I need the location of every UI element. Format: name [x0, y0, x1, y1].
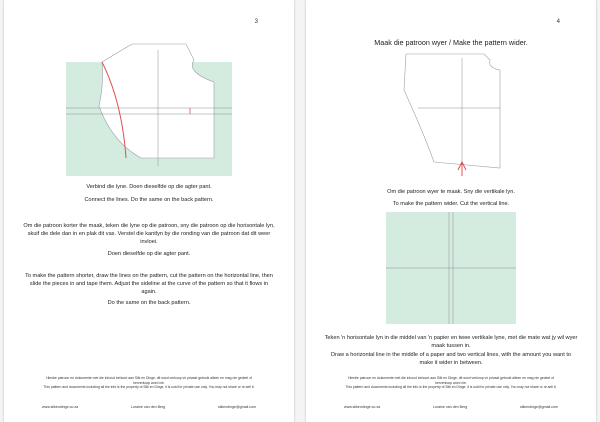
footer-line-af: Hierdie patroon en dokumente met die inhoud behoort aan Silk en Dinge, dit word verkoop vir privaat gebruik alleen en mag nie gedeel of herverkoop word nie. [46, 376, 252, 385]
footer-author: Loraine van den Berg [432, 405, 468, 409]
footer-line-en: This pattern and documents including all the info is the property of Silk en Dinge, it is sold for private use only. You may not share or re-sell it. [43, 385, 255, 390]
footer-email: silkendinge@gmail.com [519, 405, 558, 409]
paper-grid-illustration [386, 212, 516, 324]
footer-email: silkendinge@gmail.com [217, 405, 256, 409]
page-4 [306, 0, 596, 422]
bodice-outline [404, 54, 500, 168]
footer-notice [40, 376, 258, 390]
footer-website: www.silkendinge.co.za [344, 405, 381, 409]
page-3 [4, 0, 294, 422]
page-number: 4 [556, 19, 560, 25]
instruction-shorten-af: Om die patroon korter the maak, teken die lyne op die patroon, sny die patroon op die horisontale lyn, skuif die dele dan in en plak dit vas. Verstel die kantlyn by die ronding van die patroon dat dit weer invloei. [23, 223, 275, 246]
page-number: 3 [254, 19, 258, 25]
instruction-wider-af: Om die patroon wyer te maak. Sny die vertikale lyn. [387, 189, 515, 195]
footer-author: Loraine van den Berg [130, 405, 166, 409]
footer-notice [342, 376, 560, 390]
instruction-draw-en: Draw a horizontal line in the middle of a paper and two vertical lines, with the amount you want to make it wider in between. [330, 352, 572, 367]
instruction-shorten-en: To make the pattern shorter, draw the lines on the pattern, cut the pattern on the horizontal line, then slide the pieces in and tape them. Adjust the sideline at the curve of the pattern so that it flows in again. [25, 273, 273, 296]
wider-figure-svg [400, 52, 506, 182]
instruction-back-af: Doen dieselfde op die agter pant. [107, 251, 191, 257]
paper-figure-svg [386, 212, 516, 324]
pattern-figure-svg [66, 42, 232, 178]
footer-website: www.silkendinge.co.za [42, 405, 79, 409]
footer-contact [344, 405, 558, 409]
instruction-connect-en: Connect the lines. Do the same on the back pattern. [84, 197, 214, 203]
pattern-wider-illustration [400, 52, 506, 182]
instruction-back-en: Do the same on the back pattern. [107, 300, 191, 306]
page-title: Maak die patroon wyer / Make the pattern wider. [374, 38, 528, 47]
pattern-shortened-illustration [66, 42, 232, 178]
instruction-connect-af: Verbind die lyne. Doen dieselfde op die agter pant. [86, 184, 212, 190]
footer-line-en: This pattern and documents including all the info is the property of Silk en Dinge, it is sold for private use only. You may not share or re-sell it. [345, 385, 557, 390]
footer-line-af: Hierdie patroon en dokumente met die inhoud behoort aan Silk en Dinge, dit word verkoop vir privaat gebruik alleen en mag nie gedeel of herverkoop word nie. [348, 376, 554, 385]
instruction-draw-af: Teken 'n horisontale lyn in die middel van 'n papier en twee vertikale lyne, met die mate wat jy wil wyer maak tussen in. [324, 335, 578, 350]
footer-contact [42, 405, 256, 409]
instruction-wider-en: To make the pattern wider. Cut the vertical line. [392, 201, 510, 207]
